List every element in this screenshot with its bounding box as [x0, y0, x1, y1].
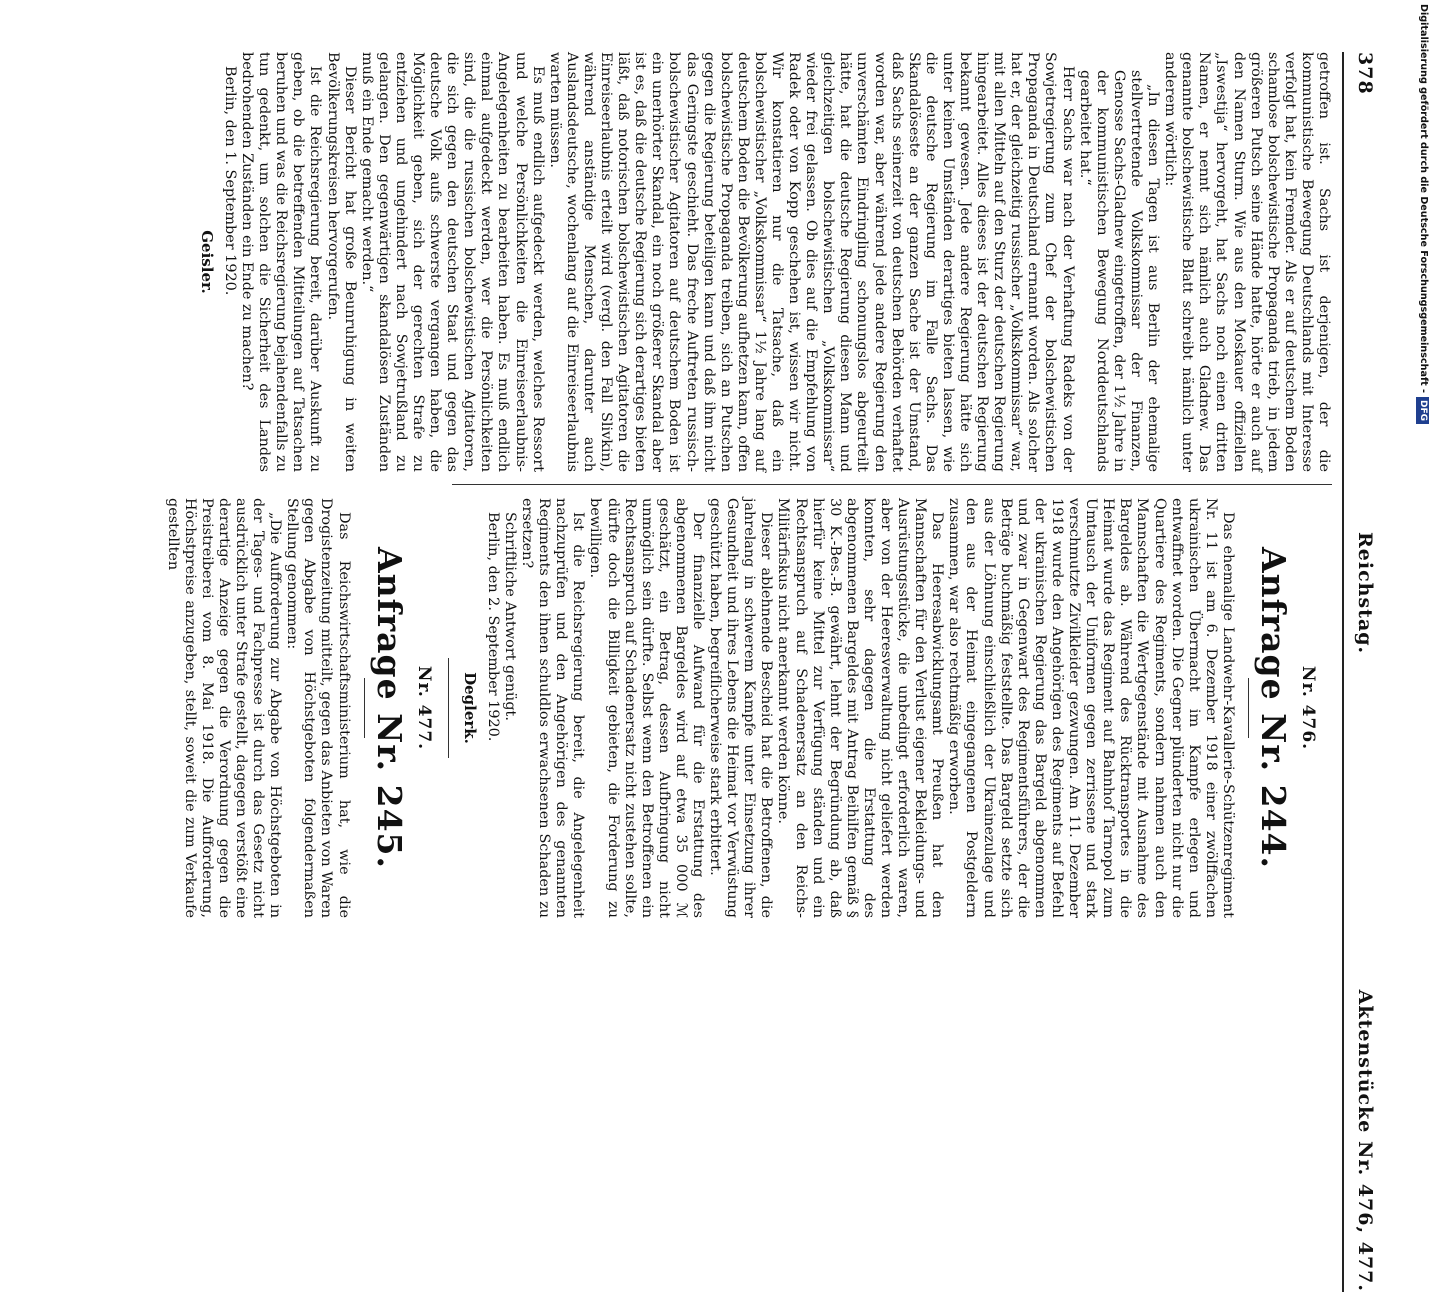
dfg-logo: DFG: [1416, 397, 1429, 424]
paragraph: Dieser ablehnende Bescheid hat die Betroffenen, die jahrelang in schwerem Kampfe unter Einsetzung ihrer Gesundheit und ihres Lebens die Heimat vor Verwüstung geschützt haben, begreiflicherweise stark erbittert.: [707, 498, 775, 918]
paragraph: Herr Sachs war nach der Verhaftung Radeks von der Sowjetregierung zum Chef der bolschewistischen Propaganda in Deutschland ernannt worden. Als solcher hat er, der gleichzeitig russischer „Volkskommissar“ war, mit allen Mitteln auf den Sturz der deutschen Regierung hingearbeitet. Alles dieses ist der deutschen Regierung bekannt gewesen. Jede andere Regierung hätte sich unter keinen Umständen derartiges bieten lassen, wie die deutsche Regierung im Falle Sachs. Das Skandalöseste an der ganzen Sache ist der Umstand, daß Sachs seinerzeit von deutschen Behörden verhaftet worden war, aber während jede andere Regierung den unverschämten Eindringling schonungslos abgeurteilt hätte, hat die deutsche Regierung diesen Mann und gleichzeitigen bolschewistischen „Volkskommissar“ wieder frei gelassen. Ob dies auf die Empfehlung von Radek oder von Kopp geschehen ist, wissen wir nicht. Wir konstatieren nur die Tatsache, daß ein bolschewistischer „Volkskommissar“ 1½ Jahre lang auf deutschem Boden die Bevölkerung aufhetzen kann, offen bolschewistische Propaganda treiben, sich an Putschen gegen die Regierung beteiligen kann und daß ihm nicht das Geringste geschieht. Das freche Auftreten russisch-bolschewistischer Agitatoren auf deutschem Boden ist ein unerhörter Skandal, ein noch größerer Skandal aber ist es, daß die deutsche Regierung sich derartiges bieten läßt, daß notorischen bolschewistischen Agitatoren die Einreiseerlaubnis erteilt wird (vergl. den Fall Slivkin), während anständige Menschen, darunter auch Auslandsdeutsche, wochenlang auf die Einreiseerlaubnis warten müssen.: [546, 52, 1076, 472]
credit-label: Digitalisierung gefördert durch die Deutsche Forschungsgemeinschaft -: [1418, 4, 1429, 394]
page-number: 378: [1354, 52, 1376, 95]
quotation: [1076, 70, 1161, 472]
paragraph: Das Reichswirtschaftsministerium hat, wie die Drogistenzeitung mitteilt, gegen das Anbieten von Waren gegen Abgabe von Höchstgeboten folgendermaßen Stellung genommen:: [284, 498, 352, 918]
running-head-right: Aktenstücke Nr. 476, 477.: [1354, 989, 1376, 1292]
document-number: Nr. 477.: [413, 665, 434, 751]
left-column: [197, 52, 1332, 472]
paragraph: Dieser Bericht hat große Beunruhigung in weiten Bevölkerungskreisen hervorgerufen.: [324, 52, 358, 472]
paragraph: „In diesen Tagen ist aus Berlin der ehemalige stellvertretende Volkskommissar der Finanzen, Genosse Sachs-Gladnew eingetroffen, der 1½ Jahre in der kommunistischen Bewegung Norddeutschlands gearbeitet hat.“: [1076, 70, 1162, 472]
date-line: Berlin, den 2. September 1920.: [484, 512, 501, 742]
paragraph: Es muß endlich aufgedeckt werden, welches Ressort und welche Persönlichkeiten die Einreiseerlaubnis-Angelegenheiten zu bearbeiten haben. Es muß endlich einmal aufgedeckt werden, wer die Persönlichkeiten sind, die die russischen bolschewistischen Agitatoren, die sich gegen den deutschen Staat und gegen das deutsche Volk aufs schwerste vergangen haben, die Möglichkeit geben, sich der gerechten Strafe zu entziehen und ungehindert nach Sowjetrußland zu gelangen. Den gegenwärtigen skandalösen Zuständen muß ein Ende gemacht werden.“: [358, 52, 546, 472]
document-title: Anfrage Nr. 245.: [369, 547, 409, 869]
credit-text: [1413, 4, 1433, 994]
title-rule: [364, 678, 365, 738]
running-head-center: Reichstag.: [1354, 532, 1376, 655]
date-line: Berlin, den 1. September 1920.: [222, 66, 238, 296]
title-rule: [1248, 678, 1249, 738]
signature: Deglerk.: [460, 672, 479, 744]
paragraph: Das Heeresabwicklungsamt Preußen hat den Mannschaften für den Verlust eigener Bekleidungs- und Ausrüstungsstücke, die unbedingt erforderlich waren, aber von der Heeresverwaltung nicht geliefert werden konnten, sehr dagegen die Erstattung des abgenommenen Bargeldes mit Antrag Beihilfen gemäß § 30 K.-Bes.-B. gewährt, lehnt der Begründung ab, daß hierfür keine Mittel zur Verfügung ständen und ein Rechtsanspruch auf Schadenersatz an den Reichs-Militärfiskus nicht anerkannt werden könne.: [775, 498, 946, 918]
column-divider: [452, 484, 1332, 485]
header-rule: [1342, 52, 1344, 1292]
paragraph: Der finanzielle Aufwand für die Erstattung des abgenommenen Bargeldes wird auf etwa 35 000 ℳ geschätzt, ein Betrag, dessen Aufbringung nicht unmöglich sein dürfte. Selbst wenn den Betroffenen ein Rechtsanspruch auf Schadenersatz nicht zustehen sollte, dürfte doch die Billigkeit gebieten, die Forderung zu bewilligen.: [587, 498, 706, 918]
document-title: Anfrage Nr. 244.: [1253, 547, 1293, 869]
paragraph: Ist die Reichsregierung bereit, darüber Auskunft zu geben, ob die betreffenden Mitteilungen auf Tatsachen beruhen und was die Reichsregierung bejahendenfalls zu tun gedenkt, um solchen die Sicherheit des Landes bedrohenden Zuständen ein Ende zu machen?: [239, 52, 324, 472]
paragraph: Das ehemalige Landwehr-Kavallerie-Schützenregiment Nr. 11 ist am 6. Dezember 1918 einer zwölffachen ukrainischen Übermacht im Kampfe erlegen und entwaffnet worden. Die Gegner plünderten nicht nur die Quartiere des Regiments, sondern nahmen auch den Mannschaften die Wertgegenstände mit Ausnahme des Bargeldes ab. Während des Rücktransportes in die Heimat wurde das Regiment auf Bahnhof Tarnopol zum Umtausch der Uniformen gegen zerrissene und stark verschmutzte Zivilkleider gezwungen. Am 11. Dezember 1918 wurde den Angehörigen des Regiments auf Befehl der ukrainischen Regierung das Bargeld abgenommen und zwar in Gegenwart des Regimentsführers, der die Beträge buchmäßig feststellte. Das Bargeld setzte sich aus der Löhnung einschließlich der Ukrainezulage und den aus der Heimat eingegangenen Postgeldern zusammen, war also rechtmäßig erworben.: [946, 498, 1236, 918]
paragraph: „Die Aufforderung zur Abgabe von Höchstgeboten in der Tages- und Fachpresse ist durch das Gesetz nicht ausdrücklich unter Strafe gestellt, dagegen verstößt eine derartige Anzeige gegen die Verordnung gegen die Preistreiberei vom 8. Mai 1918. Die Aufforderung, Höchstpreise anzugeben, stellt, soweit die zum Verkaufe gestellten: [164, 498, 284, 918]
document-number: Nr. 476.: [1298, 665, 1318, 751]
paragraph: Ist die Reichsregierung bereit, die Angelegenheit nachzuprüfen und den Angehörigen des genannten Regiments den ihnen schuldlos erwachsenen Schaden zu ersetzen?: [519, 498, 587, 918]
paragraph: getroffen ist. Sachs ist derjenigen, der die kommunistische Bewegung Deutschlands mit Interesse verfolgt hat, kein Fremder. Als er auf deutschem Boden schamlose bolschewistische Propaganda trieb, in jedem größeren Putsch seine Hände hatte, hörte er auch auf den Namen Sturm. Wie aus den Moskauer offiziellen „Iswestija“ hervorgeht, hat Sachs noch einen dritten Namen, er nennt sich nämlich auch Gladnew. Das genannte bolschewistische Blatt schreibt nämlich unter anderem wörtlich:: [1162, 52, 1332, 472]
running-head: [1350, 52, 1376, 1292]
paragraph: Schriftliche Antwort genügt.: [501, 512, 518, 721]
right-column: [164, 498, 1332, 918]
signature: Geisler.: [197, 230, 216, 294]
digitization-credit: [1415, 4, 1435, 994]
section-rule: [448, 658, 449, 758]
